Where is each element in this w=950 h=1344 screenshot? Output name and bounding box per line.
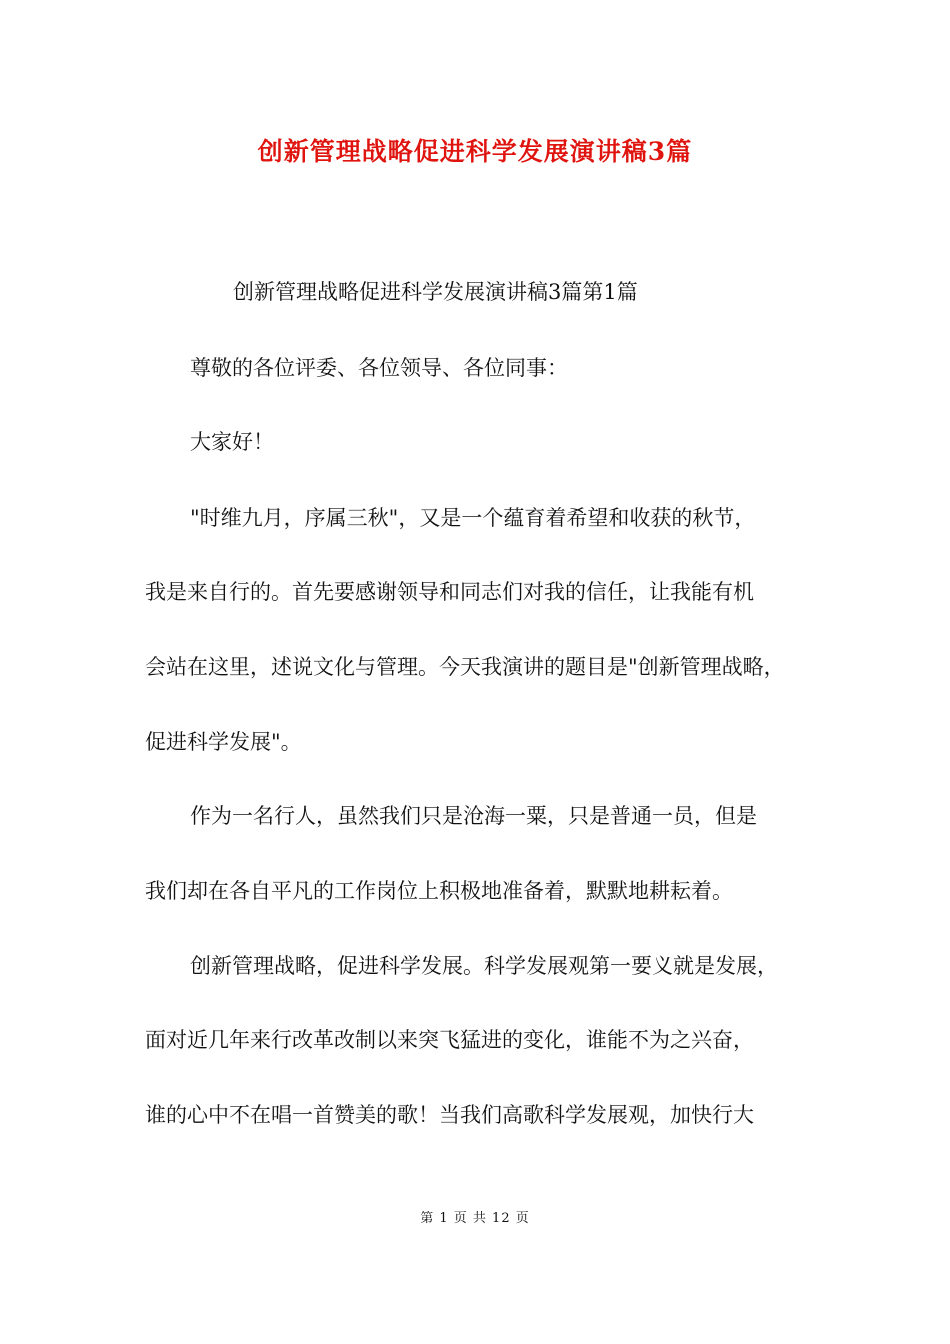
body-line-1: 尊敬的各位评委、各位领导、各位同事： [190, 356, 568, 380]
body-line-6: 促进科学发展"。 [145, 730, 302, 754]
body-line-7: 作为一名行人，虽然我们只是沧海一粟，只是普通一员，但是 [190, 804, 757, 828]
body-line-2: 大家好！ [190, 430, 274, 454]
section-subtitle: 创新管理战略促进科学发展演讲稿3篇第1篇 [233, 280, 638, 304]
body-line-9: 创新管理战略，促进科学发展。科学发展观第一要义就是发展， [190, 954, 778, 978]
body-line-8: 我们却在各自平凡的工作岗位上积极地准备着，默默地耕耘着。 [145, 879, 733, 903]
body-line-4: 我是来自行的。首先要感谢领导和同志们对我的信任，让我能有机 [145, 580, 754, 604]
document-title: 创新管理战略促进科学发展演讲稿3篇 [257, 137, 693, 166]
body-line-11: 谁的心中不在唱一首赞美的歌！当我们高歌科学发展观，加快行大 [145, 1103, 754, 1127]
body-line-3: "时维九月，序属三秋"，又是一个蕴育着希望和收获的秋节， [190, 506, 756, 530]
body-line-5: 会站在这里，述说文化与管理。今天我演讲的题目是"创新管理战略， [145, 655, 785, 679]
body-line-10: 面对近几年来行改革改制以来突飞猛进的变化，谁能不为之兴奋， [145, 1028, 754, 1052]
page-footer: 第 1 页 共 12 页 [420, 1211, 530, 1226]
